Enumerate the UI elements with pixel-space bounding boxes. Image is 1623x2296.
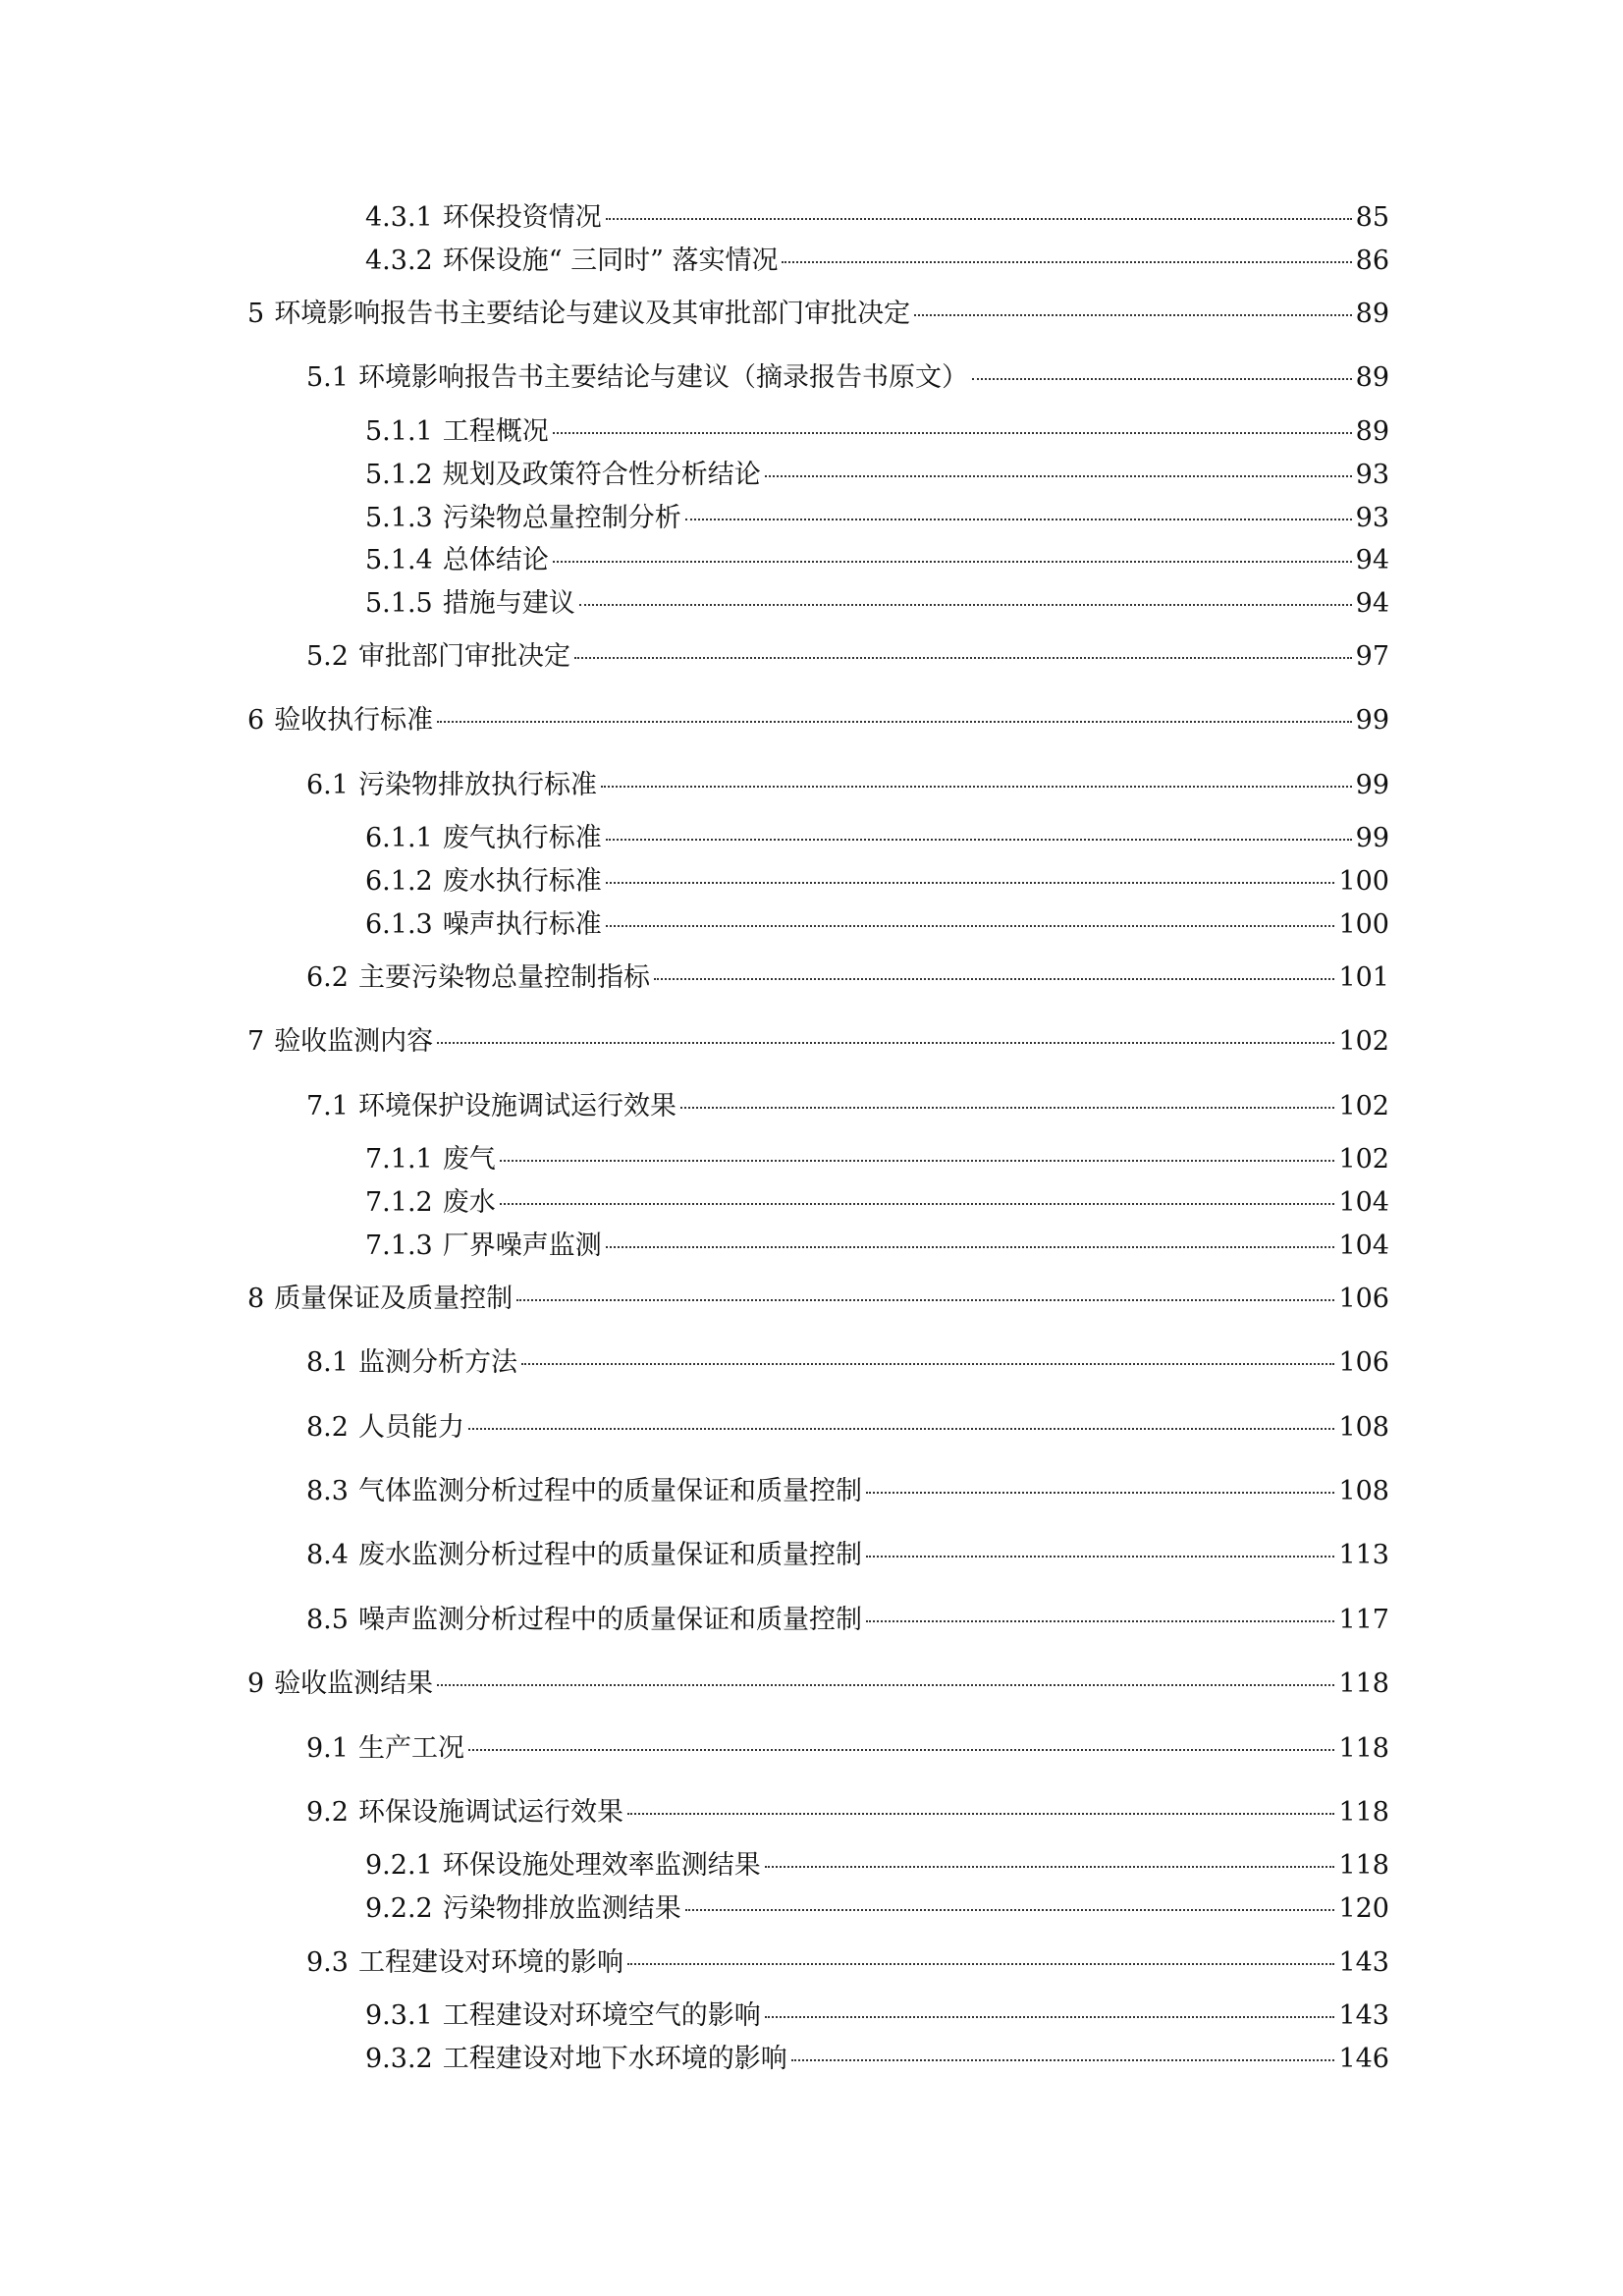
toc-entry-number: 5.1.1 <box>365 416 433 447</box>
toc-entry[interactable] <box>247 1667 1389 1701</box>
toc-entry-title: 环境保护设施调试运行效果 <box>357 1091 676 1121</box>
toc-entry-number: 9.3 <box>306 1947 349 1978</box>
toc-entry-page: 86 <box>1355 246 1389 276</box>
toc-dot-leader <box>765 1866 1335 1868</box>
toc-entry-number: 6.1 <box>306 770 349 800</box>
toc-dot-leader <box>972 378 1352 380</box>
toc-entry-page: 93 <box>1355 460 1389 490</box>
toc-entry-page: 118 <box>1338 1668 1389 1699</box>
toc-entry-number: 5.1.5 <box>365 588 433 619</box>
toc-entry-title: 环境影响报告书主要结论与建议及其审批部门审批决定 <box>274 299 911 329</box>
toc-entry-title: 人员能力 <box>357 1412 464 1443</box>
toc-entry-title: 厂界噪声监测 <box>442 1230 602 1261</box>
toc-entry-page: 85 <box>1355 202 1389 233</box>
toc-entry-title: 污染物总量控制分析 <box>442 503 681 533</box>
toc-entry-number: 7.1.1 <box>365 1144 433 1175</box>
toc-entry[interactable] <box>247 1283 1389 1316</box>
toc-entry[interactable] <box>365 1849 1389 1883</box>
toc-entry-title: 监测分析方法 <box>357 1347 517 1378</box>
toc-entry-title: 验收监测结果 <box>274 1668 434 1699</box>
toc-entry[interactable] <box>365 201 1389 235</box>
toc-dot-leader <box>606 839 1352 841</box>
toc-entry-page: 118 <box>1338 1797 1389 1828</box>
toc-entry-title: 措施与建议 <box>442 588 575 619</box>
toc-dot-leader <box>627 1813 1335 1815</box>
toc-dot-leader <box>606 925 1335 927</box>
toc-entry-number: 9.2.1 <box>365 1850 433 1881</box>
toc-entry-number: 4.3.2 <box>365 246 433 276</box>
toc-entry-title: 噪声监测分析过程中的质量保证和质量控制 <box>357 1605 862 1635</box>
toc-dot-leader <box>579 604 1352 606</box>
toc-dot-leader <box>468 1749 1335 1751</box>
toc-entry-title: 环保设施调试运行效果 <box>357 1797 623 1828</box>
toc-dot-leader <box>680 1107 1335 1109</box>
toc-dot-leader <box>765 475 1352 477</box>
toc-entry-title: 环保投资情况 <box>442 202 602 233</box>
toc-entry[interactable] <box>306 1539 1389 1572</box>
toc-dot-leader <box>791 2059 1335 2061</box>
toc-entry[interactable] <box>365 1186 1389 1220</box>
toc-entry-title: 废水 <box>442 1187 496 1218</box>
toc-dot-leader <box>606 882 1335 884</box>
toc-entry[interactable] <box>306 1475 1389 1508</box>
toc-dot-leader <box>521 1363 1335 1365</box>
toc-entry-page: 146 <box>1338 2044 1389 2074</box>
toc-dot-leader <box>685 1909 1335 1911</box>
toc-entry-page: 93 <box>1355 503 1389 533</box>
toc-entry-number: 7.1.3 <box>365 1230 433 1261</box>
toc-dot-leader <box>500 1160 1335 1162</box>
toc-entry-page: 99 <box>1355 705 1389 736</box>
toc-entry-page: 97 <box>1355 641 1389 672</box>
toc-entry-number: 5.1 <box>306 362 349 393</box>
toc-entry-title: 主要污染物总量控制指标 <box>357 962 650 993</box>
toc-entry-page: 106 <box>1338 1284 1389 1314</box>
toc-entry-page: 89 <box>1355 416 1389 447</box>
toc-entry-title: 废水监测分析过程中的质量保证和质量控制 <box>357 1540 862 1570</box>
toc-entry-number: 7.1.2 <box>365 1187 433 1218</box>
toc-entry-number: 7 <box>247 1026 265 1057</box>
toc-dot-leader <box>866 1620 1335 1622</box>
toc-dot-leader <box>866 1556 1335 1558</box>
toc-dot-leader <box>574 657 1352 659</box>
toc-entry[interactable] <box>365 822 1389 855</box>
toc-dot-leader <box>468 1428 1335 1430</box>
toc-entry-title: 规划及政策符合性分析结论 <box>442 460 761 490</box>
toc-entry-page: 102 <box>1338 1144 1389 1175</box>
toc-entry-title: 工程建设对环境的影响 <box>357 1947 623 1978</box>
toc-entry-number: 6.1.1 <box>365 823 433 853</box>
toc-entry-page: 108 <box>1338 1476 1389 1506</box>
toc-dot-leader <box>782 261 1351 263</box>
toc-entry-page: 100 <box>1338 866 1389 897</box>
toc-dot-leader <box>606 218 1352 220</box>
toc-entry-title: 气体监测分析过程中的质量保证和质量控制 <box>357 1476 862 1506</box>
toc-entry-page: 100 <box>1338 909 1389 940</box>
toc-entry-title: 验收执行标准 <box>274 705 434 736</box>
toc-entry-title: 质量保证及质量控制 <box>274 1284 514 1314</box>
toc-entry[interactable] <box>306 1604 1389 1637</box>
toc-entry-number: 9 <box>247 1668 265 1699</box>
toc-entry[interactable] <box>247 704 1389 738</box>
toc-entry[interactable] <box>365 2043 1389 2076</box>
toc-dot-leader <box>500 1203 1335 1205</box>
toc-entry[interactable] <box>365 1999 1389 2033</box>
toc-entry-number: 8.3 <box>306 1476 349 1506</box>
toc-dot-leader <box>516 1299 1334 1301</box>
toc-entry-page: 120 <box>1338 1893 1389 1924</box>
toc-entry-title: 噪声执行标准 <box>442 909 602 940</box>
toc-entry-number: 8 <box>247 1284 265 1314</box>
toc-entry[interactable] <box>306 1411 1389 1445</box>
toc-entry[interactable] <box>306 1090 1389 1123</box>
toc-dot-leader <box>437 1042 1334 1044</box>
toc-entry[interactable] <box>306 1946 1389 1980</box>
toc-entry-number: 7.1 <box>306 1091 349 1121</box>
toc-dot-leader <box>627 1963 1335 1965</box>
toc-entry-number: 6.2 <box>306 962 349 993</box>
toc-entry[interactable] <box>306 361 1389 395</box>
toc-entry-number: 6.1.2 <box>365 866 433 897</box>
toc-entry[interactable] <box>365 544 1389 577</box>
toc-dot-leader <box>866 1492 1335 1494</box>
toc-entry-title: 污染物排放执行标准 <box>357 770 597 800</box>
toc-entry-number: 8.4 <box>306 1540 349 1570</box>
toc-entry-number: 8.5 <box>306 1605 349 1635</box>
toc-entry-title: 环境影响报告书主要结论与建议（摘录报告书原文） <box>357 362 968 393</box>
toc-entry-page: 104 <box>1338 1187 1389 1218</box>
toc-entry-number: 9.1 <box>306 1733 349 1764</box>
toc-entry-page: 99 <box>1355 823 1389 853</box>
toc-entry-title: 审批部门审批决定 <box>357 641 570 672</box>
toc-entry-number: 6.1.3 <box>365 909 433 940</box>
toc-entry[interactable] <box>365 415 1389 449</box>
toc-entry-title: 工程建设对地下水环境的影响 <box>442 2044 787 2074</box>
toc-entry-page: 143 <box>1338 2000 1389 2031</box>
toc-dot-leader <box>437 721 1351 723</box>
toc-dot-leader <box>914 314 1351 316</box>
toc-entry-title: 验收监测内容 <box>274 1026 434 1057</box>
toc-entry-page: 118 <box>1338 1733 1389 1764</box>
toc-entry[interactable] <box>306 1346 1389 1380</box>
toc-entry-title: 废气执行标准 <box>442 823 602 853</box>
toc-entry[interactable] <box>365 587 1389 621</box>
toc-entry[interactable] <box>365 1230 1389 1263</box>
toc-entry-number: 4.3.1 <box>365 202 433 233</box>
toc-entry-page: 102 <box>1338 1091 1389 1121</box>
toc-entry-title: 工程概况 <box>442 416 549 447</box>
toc-entry[interactable] <box>365 245 1389 278</box>
toc-entry[interactable] <box>365 1143 1389 1176</box>
toc-entry[interactable] <box>365 1892 1389 1926</box>
toc-entry-title: 生产工况 <box>357 1733 464 1764</box>
toc-dot-leader <box>654 978 1335 980</box>
toc-dot-leader <box>437 1684 1334 1686</box>
toc-entry-number: 5.1.3 <box>365 503 433 533</box>
toc-entry[interactable] <box>365 459 1389 492</box>
toc-entry-number: 5.2 <box>306 641 349 672</box>
toc-entry[interactable] <box>306 1796 1389 1830</box>
toc-entry-page: 143 <box>1338 1947 1389 1978</box>
toc-entry-page: 101 <box>1338 962 1389 993</box>
toc-entry[interactable] <box>306 961 1389 995</box>
toc-entry-number: 9.3.1 <box>365 2000 433 2031</box>
toc-entry-number: 9.3.2 <box>365 2044 433 2074</box>
toc-entry-number: 8.2 <box>306 1412 349 1443</box>
toc-entry-page: 106 <box>1338 1347 1389 1378</box>
toc-dot-leader <box>685 519 1352 520</box>
toc-entry-number: 6 <box>247 705 265 736</box>
toc-entry-page: 108 <box>1338 1412 1389 1443</box>
toc-entry-number: 5.1.2 <box>365 460 433 490</box>
toc-entry-page: 104 <box>1338 1230 1389 1261</box>
toc-entry-title: 环保设施处理效率监测结果 <box>442 1850 761 1881</box>
toc-entry-page: 94 <box>1355 588 1389 619</box>
toc-entry[interactable] <box>365 865 1389 899</box>
toc-dot-leader <box>606 1246 1335 1248</box>
toc-entry[interactable] <box>306 1732 1389 1766</box>
toc-entry-title: 工程建设对环境空气的影响 <box>442 2000 761 2031</box>
toc-entry-number: 8.1 <box>306 1347 349 1378</box>
toc-entry-page: 117 <box>1338 1605 1389 1635</box>
toc-entry-title: 废水执行标准 <box>442 866 602 897</box>
toc-entry[interactable] <box>306 769 1389 802</box>
toc-entry-page: 89 <box>1355 362 1389 393</box>
toc-entry-page: 102 <box>1338 1026 1389 1057</box>
toc-dot-leader <box>601 786 1352 788</box>
toc-dot-leader <box>553 432 1352 434</box>
toc-entry[interactable] <box>365 908 1389 942</box>
toc-entry[interactable] <box>306 640 1389 674</box>
toc-entry-number: 9.2.2 <box>365 1893 433 1924</box>
toc-entry-page: 89 <box>1355 299 1389 329</box>
toc-entry-page: 113 <box>1338 1540 1389 1570</box>
toc-entry-page: 94 <box>1355 545 1389 575</box>
toc-entry[interactable] <box>247 1025 1389 1059</box>
toc-entry-page: 99 <box>1355 770 1389 800</box>
toc-entry-title: 环保设施“ 三同时” 落实情况 <box>442 246 779 276</box>
toc-entry[interactable] <box>365 502 1389 535</box>
toc-entry-page: 118 <box>1338 1850 1389 1881</box>
toc-entry-number: 9.2 <box>306 1797 349 1828</box>
toc-entry-number: 5.1.4 <box>365 545 433 575</box>
toc-entry[interactable] <box>247 298 1389 331</box>
toc-entry-title: 污染物排放监测结果 <box>442 1893 681 1924</box>
toc-dot-leader <box>765 2016 1335 2018</box>
toc-entry-title: 废气 <box>442 1144 496 1175</box>
toc-entry-number: 5 <box>247 299 265 329</box>
toc-entry-title: 总体结论 <box>442 545 549 575</box>
toc-dot-leader <box>553 561 1352 563</box>
